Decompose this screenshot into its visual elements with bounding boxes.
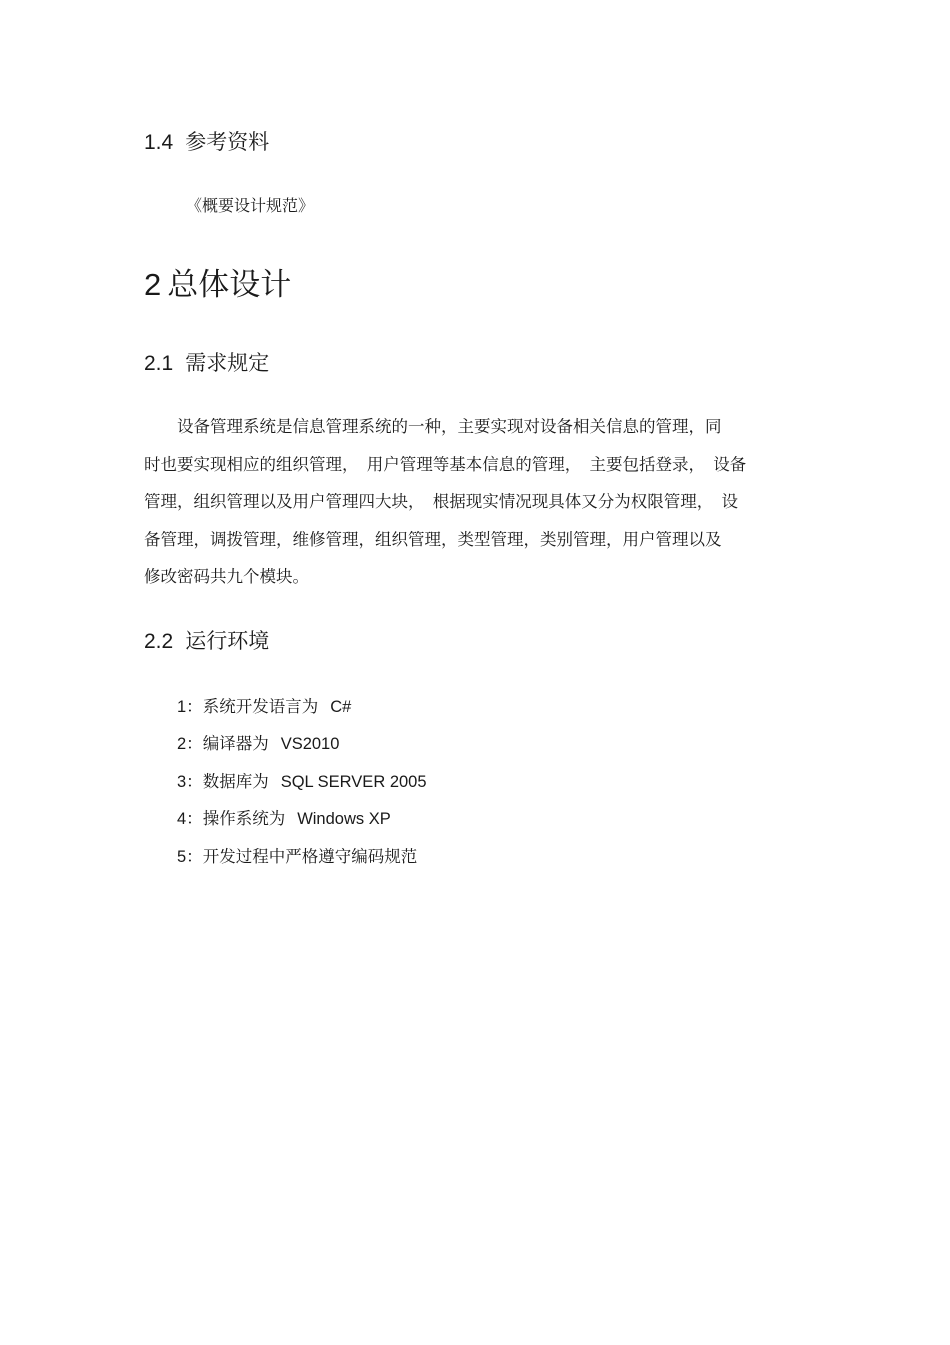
section-number: 2.2 — [144, 630, 174, 653]
list-item — [177, 768, 429, 805]
list-text: 编译器为 — [202, 734, 269, 754]
section-title: 运行环境 — [185, 629, 270, 653]
list-text: 开发过程中严格遵守编码规范 — [202, 846, 418, 866]
section-title: 需求规定 — [185, 351, 270, 375]
list-index: 4： — [177, 810, 203, 829]
section-title: 参考资料 — [185, 130, 270, 154]
chapter-title: 总体设计 — [167, 267, 292, 303]
chapter-heading-2 — [144, 266, 291, 304]
list-value: SQL SERVER 2005 — [280, 772, 427, 791]
chapter-number: 2 — [144, 267, 162, 302]
list-value: C# — [330, 698, 352, 716]
list-value: VS2010 — [280, 735, 340, 754]
list-text: 系统开发语言为 — [202, 697, 319, 716]
section-heading-1-4 — [144, 128, 269, 157]
list-text: 数据库为 — [202, 771, 269, 791]
section-heading-2-1 — [144, 349, 269, 378]
list-index: 1： — [177, 698, 203, 716]
list-item — [177, 843, 429, 880]
paragraph-line: 管理，组织管理以及用户管理四大块， 根据现实情况现具体又分为权限管理， 设 — [144, 492, 738, 511]
paragraph-line: 备管理，调拨管理，维修管理，组织管理，类型管理，类别管理，用户管理以及 — [144, 529, 722, 549]
requirements-paragraph — [144, 413, 808, 601]
section-number: 2.1 — [144, 352, 174, 375]
reference-item: 《概要设计规范》 — [186, 196, 315, 215]
section-number: 1.4 — [144, 131, 174, 154]
environment-list — [177, 693, 429, 880]
list-item — [177, 693, 429, 730]
paragraph-line: 时也要实现相应的组织管理， 用户管理等基本信息的管理， 主要包括登录， 设备 — [144, 454, 747, 474]
list-index: 3： — [177, 772, 203, 791]
list-index: 2： — [177, 735, 203, 754]
list-item — [177, 805, 429, 842]
list-item — [177, 730, 429, 767]
list-value: Windows XP — [297, 810, 391, 829]
list-text: 操作系统为 — [202, 809, 286, 829]
paragraph-line: 设备管理系统是信息管理系统的一种，主要实现对设备相关信息的管理，同 — [144, 417, 722, 436]
list-index: 5： — [177, 847, 203, 866]
section-heading-2-2 — [144, 627, 269, 656]
paragraph-line: 修改密码共九个模块。 — [144, 567, 309, 586]
